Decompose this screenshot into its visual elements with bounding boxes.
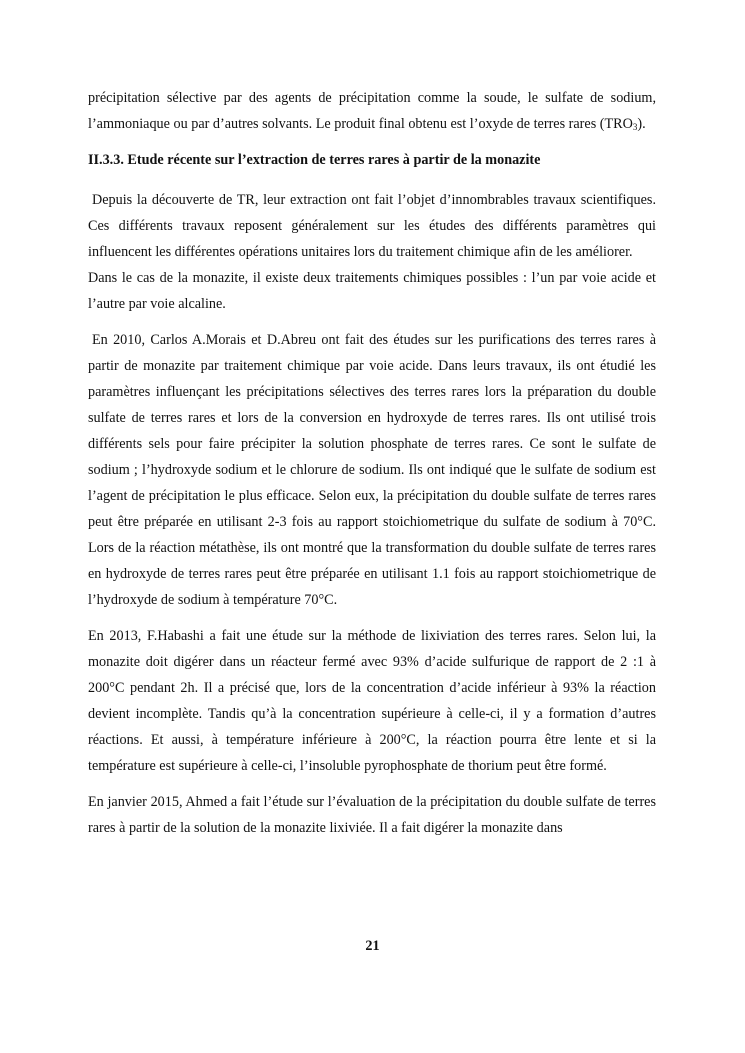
paragraph-treatments: Dans le cas de la monazite, il existe deux traitements chimiques possibles : l’un par voie acide et l’autre par voie alcaline. (88, 270, 656, 312)
paragraph-morais-abreu: En 2010, Carlos A.Morais et D.Abreu ont fait des études sur les purifications des terres rares à partir de monazite par traitement chimique par voie acide. Dans leurs travaux, ils ont étudié les paramètres influençant les précipitations sélectives des terres rares lors la préparation du double sulfate de terres rares et lors de la conversion en hydroxyde de terres rares. Ils ont utilisé trois différents sels pour faire précipiter la solution phosphate de terres rares. Ce sont le sulfate de sodium ; l’hydroxyde sodium et le chlorure de sodium. Ils ont indiqué que le sulfate de sodium est l’agent de précipitation le plus efficace. Selon eux, la précipitation du double sulfate de terres rares peut être préparée en utilisant 2-3 fois au rapport stoichiometrique du sulfate de sodium à 70°C. Lors de la réaction métathèse, ils ont montré que la transformation du double sulfate de terres rares en hydroxyde de terres rares peut être préparée en utilisant 1.1 fois au rapport stoichiometrique de l’hydroxyde de sodium à température 70°C. (88, 332, 656, 608)
section-heading: II.3.3. Etude récente sur l’extraction de terres rares à partir de la monazite (88, 152, 541, 168)
subscript-3: 3 (632, 122, 638, 132)
paragraph-discovery: Depuis la découverte de TR, leur extraction ont fait l’objet d’innombrables travaux scientifiques. Ces différents travaux reposent généralement sur les études des différents paramètres qui influencent les différentes opérations unitaires lors du traitement chimique afin de les améliorer. (88, 192, 656, 260)
page-body (88, 85, 656, 851)
paragraph-intro-text: précipitation sélective par des agents de précipitation comme la soude, le sulfate de sodium, l’ammoniaque ou par d’autres solvants. Le produit final obtenu est l’oxyde de terres rares (TRO (88, 90, 656, 132)
paragraph-habashi: En 2013, F.Habashi a fait une étude sur la méthode de lixiviation des terres rares. Selon lui, la monazite doit digérer dans un réacteur fermé avec 93% d’acide sulfurique de rapport de 2 :1 à 200°C pendant 2h. Il a précisé que, lors de la concentration d’acide inférieur à 93% la réaction devient incomplète. Tandis qu’à la concentration supérieure à celle-ci, il y a formation d’autres réactions. Et aussi, à température inférieure à 200°C, la réaction pourra être lente et si la température est supérieure à celle-ci, l’insoluble pyrophosphate de thorium peut être formé. (88, 628, 656, 774)
paragraph-intro-suffix: ). (637, 116, 646, 132)
page-number: 21 (365, 938, 380, 954)
paragraph-ahmed: En janvier 2015, Ahmed a fait l’étude sur l’évaluation de la précipitation du double sulfate de terres rares à partir de la solution de la monazite lixiviée. Il a fait digérer la monazite dans (88, 794, 656, 836)
paragraph-intro (88, 85, 656, 137)
